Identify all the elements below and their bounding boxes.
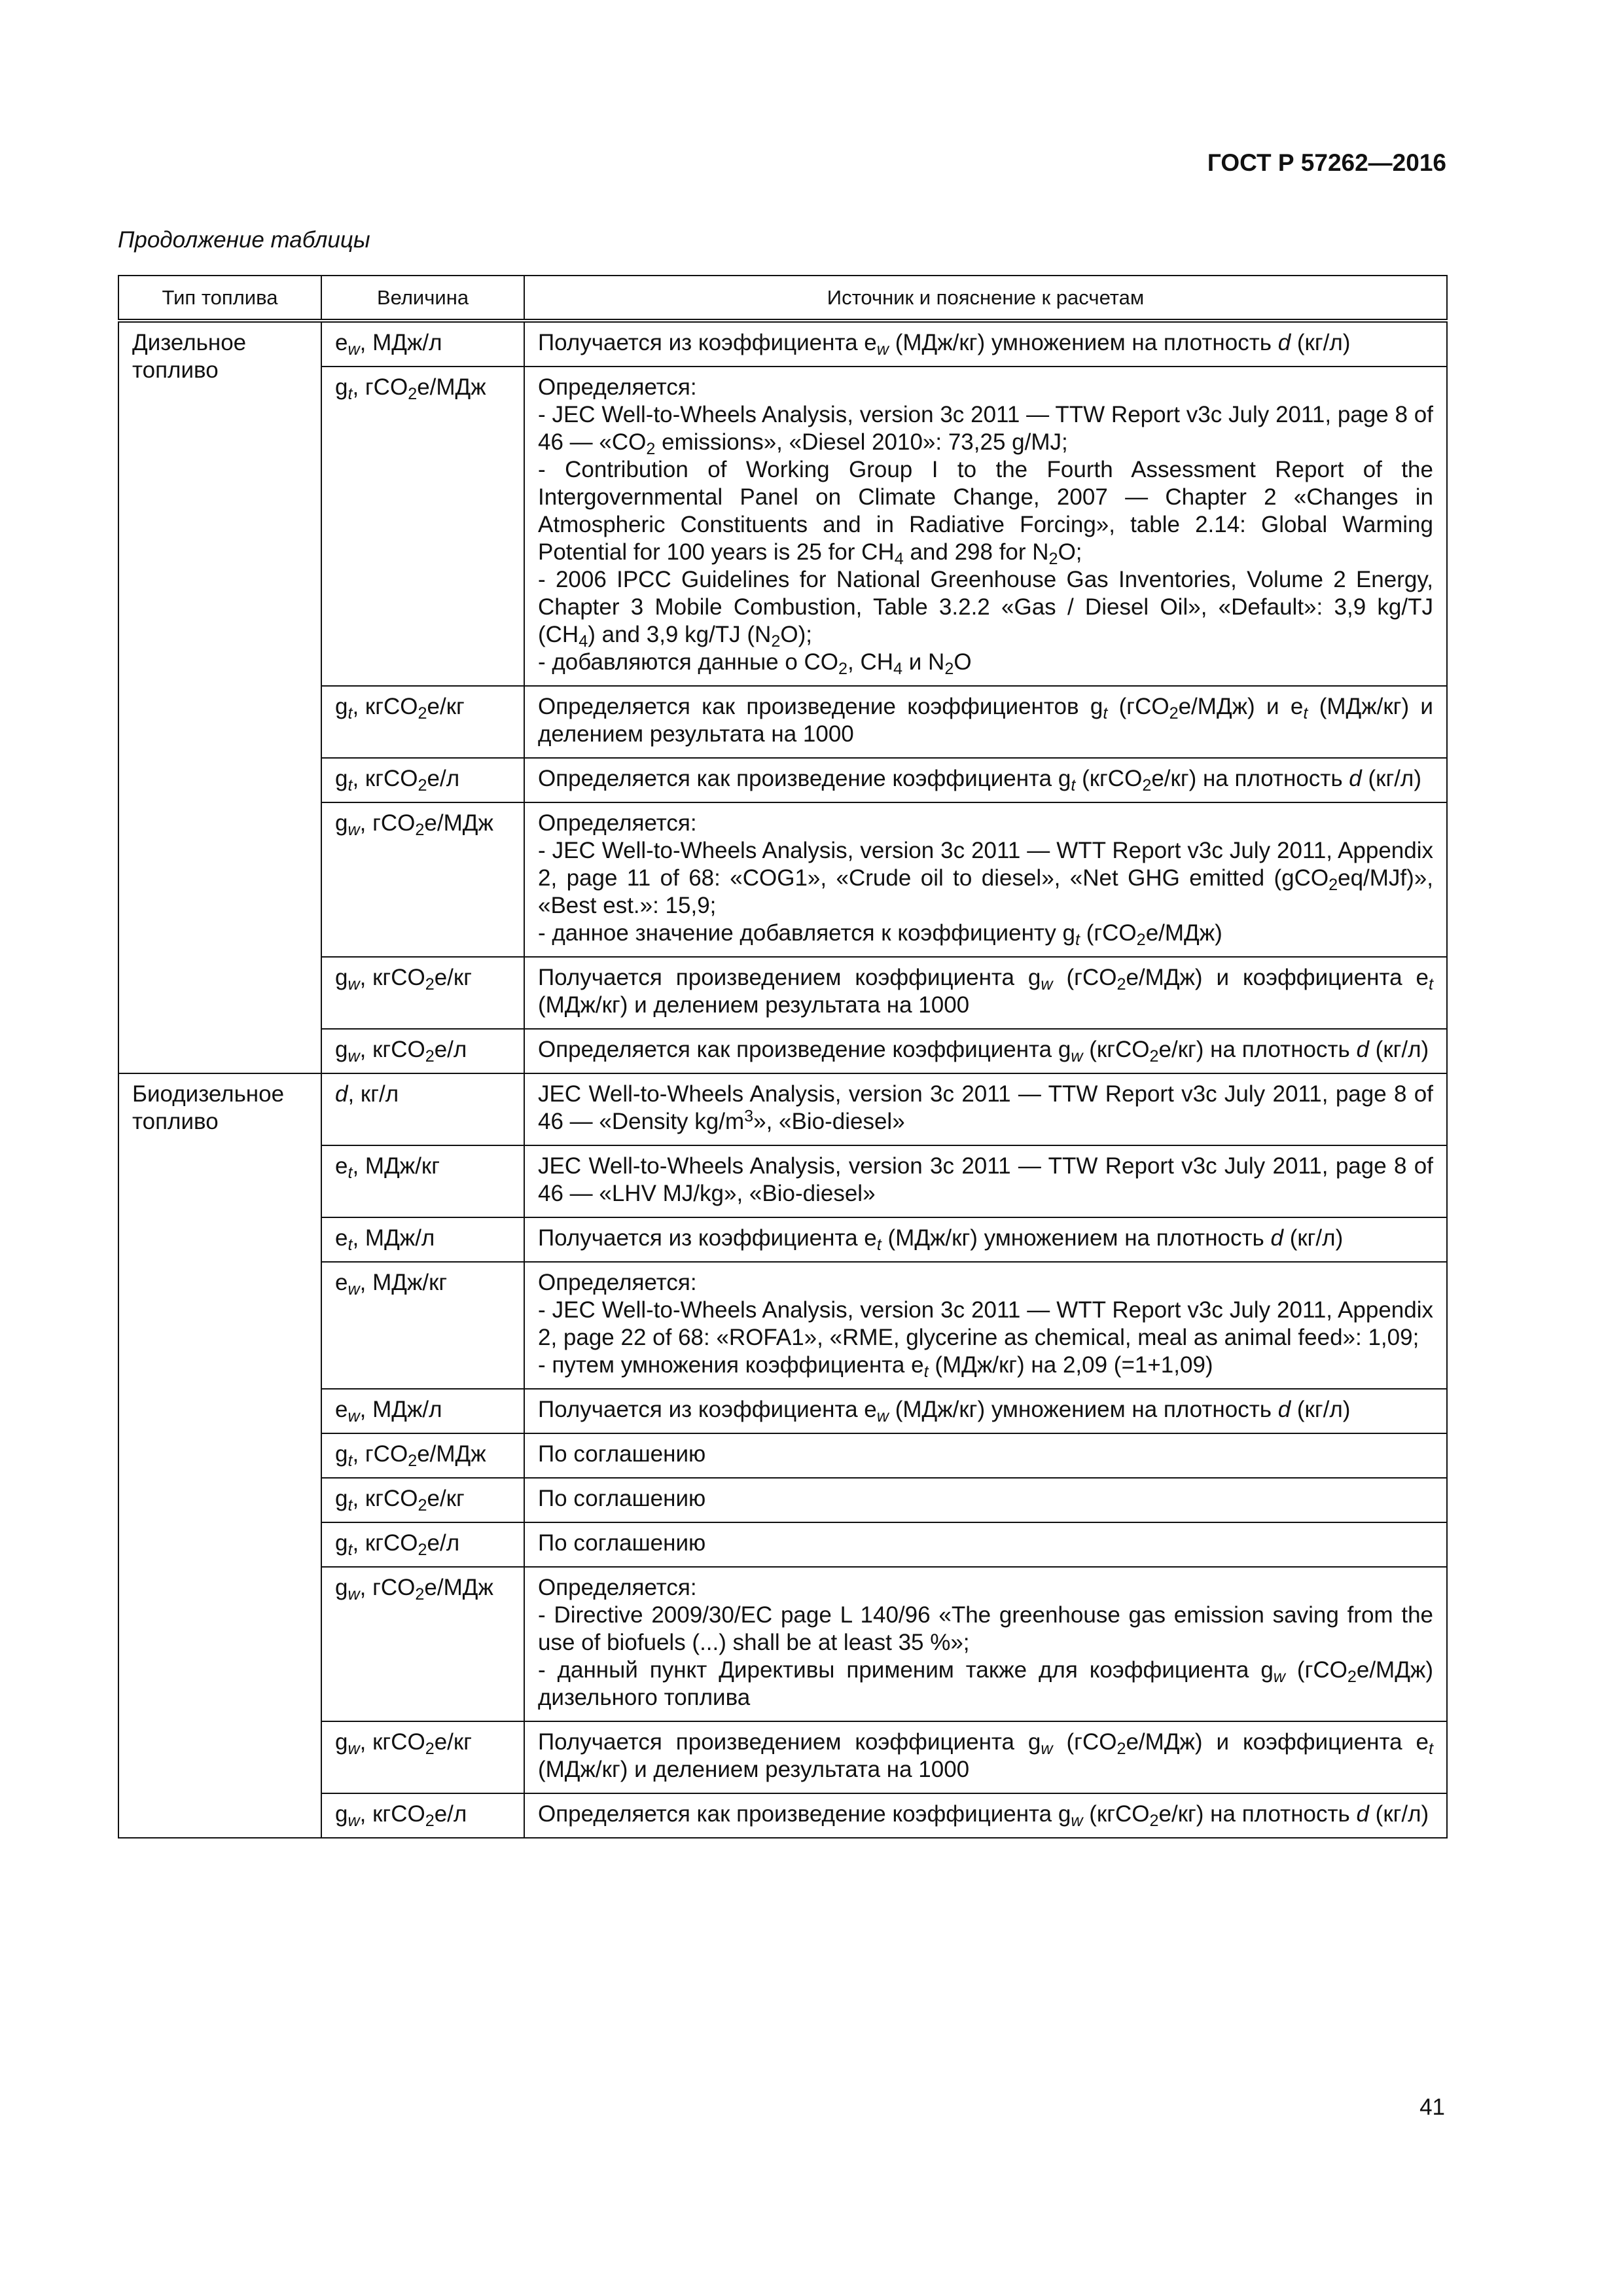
source-line: JEC Well-to-Wheels Analysis, version 3c 2011 — TTW Report v3c July 2011, page 8 of 46 — «Density $kg/m^3$», «Bio-diesel» [538, 1081, 1433, 1135]
fuel-type-label: Биодизельное [132, 1081, 285, 1107]
source-cell [524, 367, 1447, 686]
source-line: Получается произведением коэффициента $g_w$ (гCO$_2$e/МДж) и коэффициента $e_t$ (МДж/кг) и делением результата на 1000 [538, 965, 1433, 1018]
quantity-cell: $g_w$, гCO$_2$e/МДж [321, 802, 524, 957]
source-cell [524, 1522, 1447, 1567]
quantity-cell: d, кг/л [321, 1073, 524, 1145]
header-fuel-type: Тип топлива [118, 276, 321, 321]
quantity-cell: $g_t$, кгCO$_2$e/л [321, 1522, 524, 1567]
source-cell [524, 1389, 1447, 1433]
source-line: - JEC Well-to-Wheels Analysis, version 3c 2011 — WTT Report v3c July 2011, Appendix 2, page 11 of 68: «COG1», «Crude oil to diesel», «Net GHG emitted (gCO$_2$eq/MJf)», «Best est.»: 15,9; [538, 838, 1433, 919]
source-line: Определяется как произведение коэффициента $g_w$ (кгCO$_2$e/кг) на плотность d (кг/л) [538, 1037, 1429, 1066]
source-cell [524, 1217, 1447, 1262]
source-line: Определяется как произведение коэффициента $g_t$ (кгCO$_2$e/кг) на плотность d (кг/л) [538, 766, 1422, 795]
source-cell [524, 1073, 1447, 1145]
header-source: Источник и пояснение к расчетам [524, 276, 1447, 321]
source-line: Определяется: [538, 1575, 697, 1601]
source-cell [524, 1721, 1447, 1793]
source-cell [524, 686, 1447, 758]
source-line: По соглашению [538, 1486, 706, 1512]
quantity-cell: $e_w$, МДж/кг [321, 1262, 524, 1389]
quantity-cell: $g_t$, кгCO$_2$e/л [321, 758, 524, 802]
source-cell [524, 1029, 1447, 1073]
quantity-cell: $e_t$, МДж/л [321, 1217, 524, 1262]
quantity-cell: $g_t$, гCO$_2$e/МДж [321, 1433, 524, 1478]
quantity-cell: $g_w$, кгCO$_2$e/л [321, 1029, 524, 1073]
source-line: - данный пункт Директивы применим также для коэффициента $g_w$ (гCO$_2$e/МДж) дизельного топлива [538, 1657, 1433, 1711]
table-header-row [118, 276, 1447, 321]
source-cell [524, 1262, 1447, 1389]
source-line: Получается произведением коэффициента $g_w$ (гCO$_2$e/МДж) и коэффициента $e_t$ (МДж/кг) и делением результата на 1000 [538, 1729, 1433, 1783]
fuel-type-cell [118, 321, 321, 1073]
quantity-cell: $g_w$, кгCO$_2$e/кг [321, 957, 524, 1029]
source-cell [524, 1145, 1447, 1217]
source-line: Определяется как произведение коэффициентов $g_t$ (гCO$_2$e/МДж) и $e_t$ (МДж/кг) и делением результата на 1000 [538, 694, 1433, 747]
source-line: Определяется: [538, 374, 697, 401]
page-number: 41 [1419, 2094, 1445, 2120]
table-caption: Продолжение таблицы [118, 227, 370, 253]
source-line: По соглашению [538, 1441, 706, 1467]
fuel-type-label: топливо [132, 1109, 219, 1135]
table-row [118, 1073, 1447, 1145]
source-line: - Directive 2009/30/EC page L 140/96 «The greenhouse gas emission saving from the use of biofuels (...) shall be at least 35 %»; [538, 1602, 1433, 1656]
fuel-type-label: Дизельное [132, 330, 247, 356]
coefficients-table [118, 275, 1448, 1839]
source-line: - Contribution of Working Group I to the Fourth Assessment Report of the Intergovernmental Panel on Climate Change, 2007 — Chapter 2 «Changes in Atmospheric Constituents and in Radiative Forcing», table 2.14: Global Warming Potential for 100 years is 25 for $CH_4$ and 298 for $N_2O$; [538, 457, 1433, 569]
source-cell [524, 321, 1447, 367]
quantity-cell: $e_t$, МДж/кг [321, 1145, 524, 1217]
source-cell [524, 1793, 1447, 1838]
quantity-cell: $g_w$, гCO$_2$e/МДж [321, 1567, 524, 1721]
source-cell [524, 802, 1447, 957]
source-line: - 2006 IPCC Guidelines for National Greenhouse Gas Inventories, Volume 2 Energy, Chapter 3 Mobile Combustion, Table 3.2.2 «Gas / Diesel Oil», «Default»: 3,9 kg/TJ $(CH_4)$ and 3,9 kg/TJ $(N_2O)$; [538, 567, 1433, 651]
source-cell [524, 957, 1447, 1029]
source-line: Получается из коэффициента $e_t$ (МДж/кг) умножением на плотность d (кг/л) [538, 1225, 1344, 1255]
document-header: ГОСТ Р 57262—2016 [1207, 149, 1446, 176]
source-line: Определяется как произведение коэффициента $g_w$ (кгCO$_2$e/кг) на плотность d (кг/л) [538, 1801, 1429, 1831]
source-line: Определяется: [538, 810, 697, 836]
quantity-cell: $g_t$, гCO$_2$e/МДж [321, 367, 524, 686]
source-line: Определяется: [538, 1270, 697, 1296]
source-line: - JEC Well-to-Wheels Analysis, version 3c 2011 — WTT Report v3c July 2011, Appendix 2, page 22 of 68: «ROFA1», «RME, glycerine as chemical, meal as animal feed»: 1,09; [538, 1297, 1433, 1351]
source-line: - добавляются данные о $CO_2$, $CH_4$ и $N_2O$ [538, 649, 972, 679]
quantity-cell: $g_t$, кгCO$_2$e/кг [321, 1478, 524, 1522]
table-row [118, 321, 1447, 367]
fuel-type-cell [118, 1073, 321, 1838]
source-cell [524, 1433, 1447, 1478]
source-cell [524, 1478, 1447, 1522]
source-line: - JEC Well-to-Wheels Analysis, version 3c 2011 — TTW Report v3c July 2011, page 8 of 46 — «$CO_2$ emissions», «Diesel 2010»: 73,25 g/MJ; [538, 402, 1433, 459]
fuel-type-label: топливо [132, 357, 219, 384]
source-line: - данное значение добавляется к коэффициенту $g_t$ (гCO$_2$e/МДж) [538, 920, 1222, 950]
source-line: По соглашению [538, 1530, 706, 1556]
source-cell [524, 758, 1447, 802]
quantity-cell: $g_w$, кгCO$_2$e/л [321, 1793, 524, 1838]
quantity-cell: $e_w$, МДж/л [321, 321, 524, 367]
source-line: Получается из коэффициента $e_w$ (МДж/кг) умножением на плотность d (кг/л) [538, 1397, 1351, 1426]
quantity-cell: $g_w$, кгCO$_2$e/кг [321, 1721, 524, 1793]
quantity-cell: $g_t$, кгCO$_2$e/кг [321, 686, 524, 758]
source-line: Получается из коэффициента $e_w$ (МДж/кг) умножением на плотность d (кг/л) [538, 330, 1351, 359]
header-quantity: Величина [321, 276, 524, 321]
source-cell [524, 1567, 1447, 1721]
quantity-cell: $e_w$, МДж/л [321, 1389, 524, 1433]
source-line: - путем умножения коэффициента $e_t$ (МДж/кг) на 2,09 (=1+1,09) [538, 1352, 1213, 1382]
source-line: JEC Well-to-Wheels Analysis, version 3c 2011 — TTW Report v3c July 2011, page 8 of 46 — «LHV MJ/kg», «Bio-diesel» [538, 1153, 1433, 1207]
table-body [118, 321, 1447, 1838]
